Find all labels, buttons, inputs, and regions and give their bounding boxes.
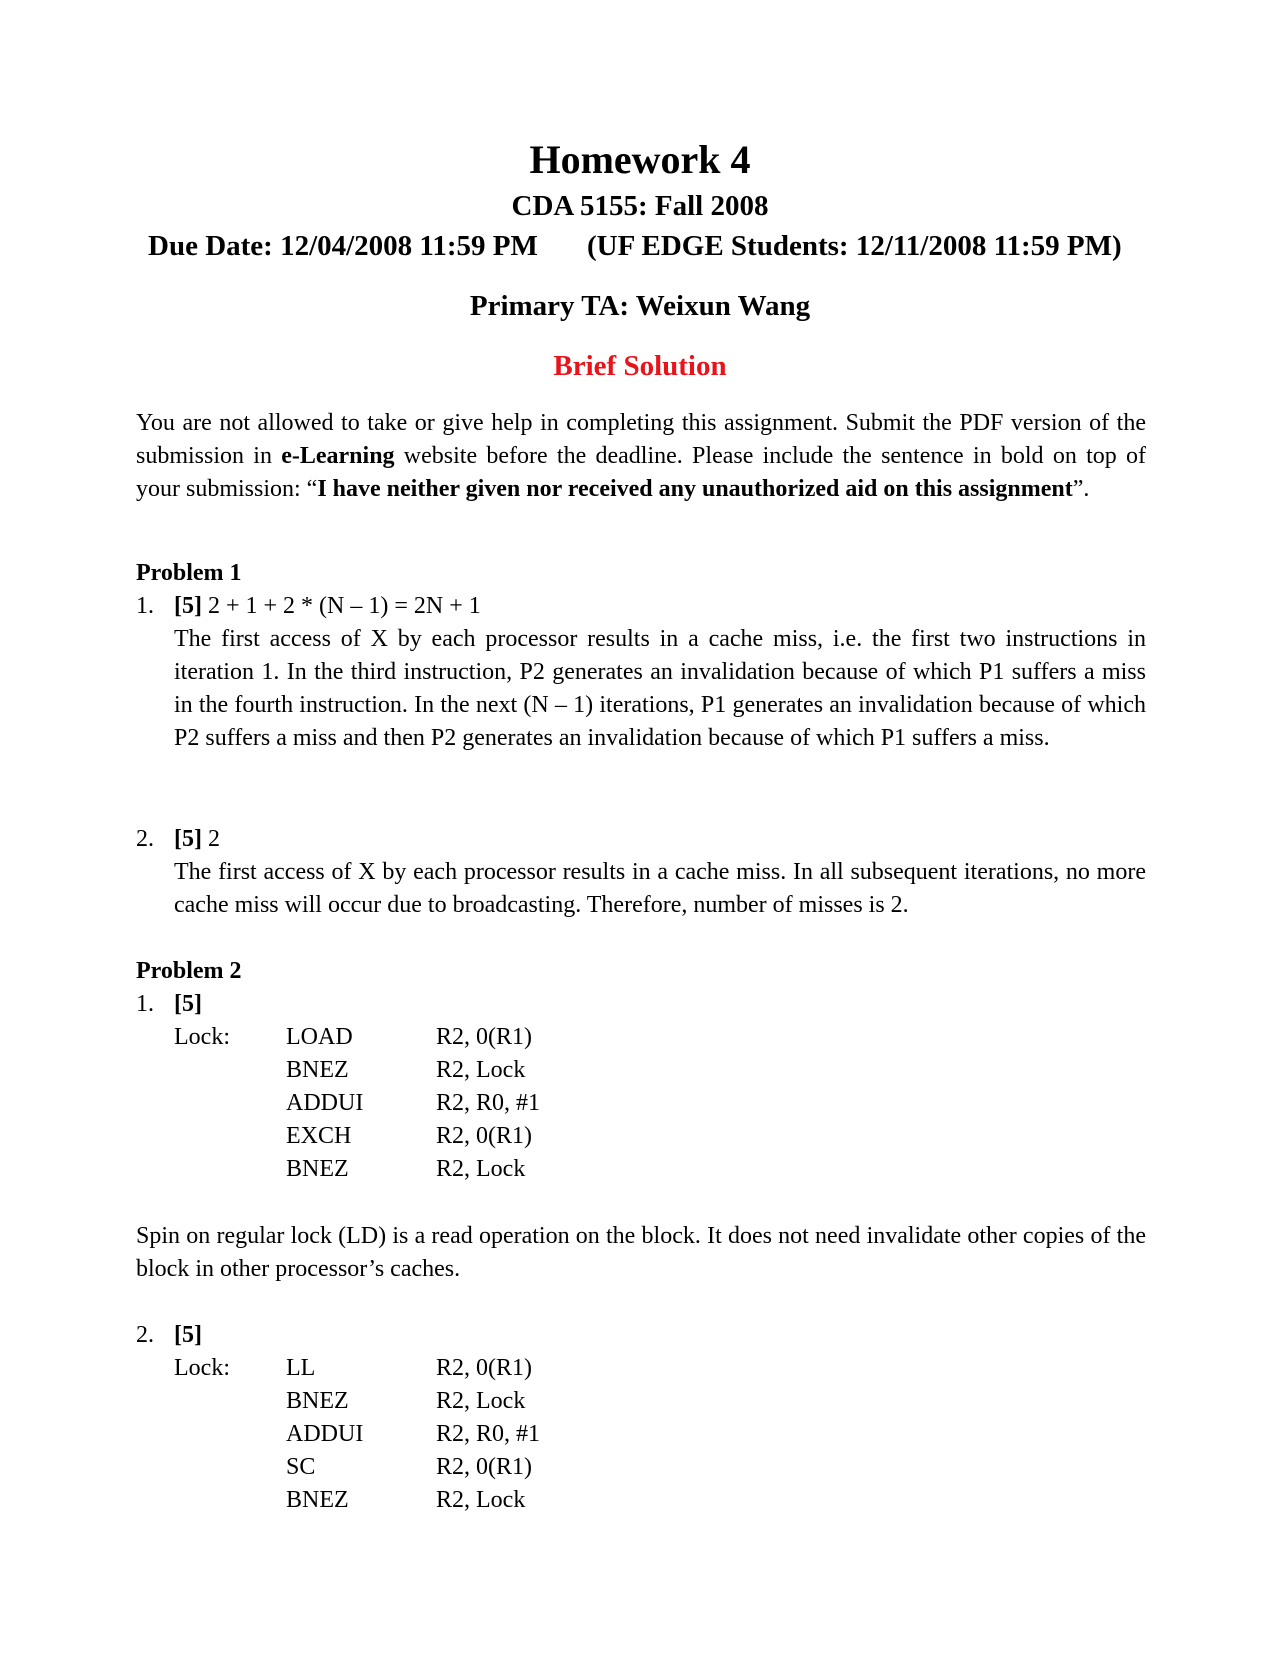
- code-opcode: ADDUI: [286, 1421, 364, 1447]
- intro-honor-statement: I have neither given nor received any unauthorized aid on this assignment: [317, 476, 1073, 502]
- code-opcode: BNEZ: [286, 1487, 349, 1513]
- code-opcode: BNEZ: [286, 1057, 349, 1083]
- code-operands: R2, 0(R1): [436, 1355, 532, 1381]
- q-answer: 2 + 1 + 2 * (N – 1) = 2N + 1: [201, 593, 481, 619]
- q-points: [5]: [174, 991, 202, 1017]
- code-label: Lock:: [174, 1024, 230, 1050]
- q-answer: 2: [201, 826, 220, 852]
- code-opcode: LOAD: [286, 1024, 353, 1050]
- due-date: Due Date: 12/04/2008 11:59 PM: [148, 230, 538, 262]
- intro-text-2: website before the deadline. Please include the sentence in bold on top of your submission: “: [136, 443, 1146, 502]
- q-number: 1.: [136, 991, 154, 1017]
- intro-text-1: You are not allowed to take or give help in completing this assignment. Submit the PDF version of the submission in: [136, 410, 1146, 469]
- problem1-q2: [136, 823, 220, 856]
- intro-paragraph: [136, 407, 1146, 506]
- code-operands: R2, Lock: [436, 1487, 526, 1513]
- problem1-q2-explanation: The first access of X by each processor results in a cache miss. In all subsequent iterations, no more cache miss will occur due to broadcasting. Therefore, number of misses is 2.: [174, 859, 1146, 918]
- code-opcode: LL: [286, 1355, 316, 1381]
- problem2-q1-note: Spin on regular lock (LD) is a read operation on the block. It does not need invalidate other copies of the block in other processor’s caches.: [136, 1223, 1146, 1282]
- page-title: Homework 4: [529, 137, 751, 182]
- solution-label: Brief Solution: [553, 350, 727, 382]
- primary-ta: Primary TA: Weixun Wang: [469, 290, 811, 322]
- q-points: [5]: [174, 826, 202, 852]
- code-operands: R2, R0, #1: [436, 1090, 541, 1116]
- q-number: 2.: [136, 826, 154, 852]
- code-opcode: BNEZ: [286, 1388, 349, 1414]
- q-points: [5]: [174, 1322, 202, 1348]
- code-operands: R2, Lock: [436, 1156, 526, 1182]
- intro-elearning: e-Learning: [281, 443, 395, 469]
- code-operands: R2, 0(R1): [436, 1024, 532, 1050]
- code-opcode: BNEZ: [286, 1156, 349, 1182]
- code-opcode: EXCH: [286, 1123, 352, 1149]
- q-number: 2.: [136, 1322, 154, 1348]
- q-points: [5]: [174, 593, 202, 619]
- problem2-heading: Problem 2: [136, 958, 242, 984]
- code-operands: R2, 0(R1): [436, 1123, 532, 1149]
- course-name: CDA 5155: Fall 2008: [511, 190, 769, 222]
- code-operands: R2, R0, #1: [436, 1421, 541, 1447]
- code-operands: R2, Lock: [436, 1057, 526, 1083]
- code-opcode: SC: [286, 1454, 316, 1480]
- problem1-heading: Problem 1: [136, 560, 242, 586]
- edge-due-date: (UF EDGE Students: 12/11/2008 11:59 PM): [587, 230, 1122, 262]
- code-label: Lock:: [174, 1355, 230, 1381]
- problem1-q1: [136, 590, 481, 623]
- code-operands: R2, Lock: [436, 1388, 526, 1414]
- code-opcode: ADDUI: [286, 1090, 364, 1116]
- problem1-q1-explanation: The first access of X by each processor results in a cache miss, i.e. the first two instructions in iteration 1. In the third instruction, P2 generates an invalidation because of which P1 suffers a miss in the fourth instruction. In the next (N – 1) iterations, P1 generates an invalidation because of which P2 suffers a miss and then P2 generates an invalidation because of which P1 suffers a miss.: [174, 626, 1146, 751]
- problem2-q1: [136, 988, 202, 1021]
- q-number: 1.: [136, 593, 154, 619]
- intro-text-3: ”.: [1072, 476, 1090, 502]
- problem2-q2: [136, 1319, 202, 1352]
- code-operands: R2, 0(R1): [436, 1454, 532, 1480]
